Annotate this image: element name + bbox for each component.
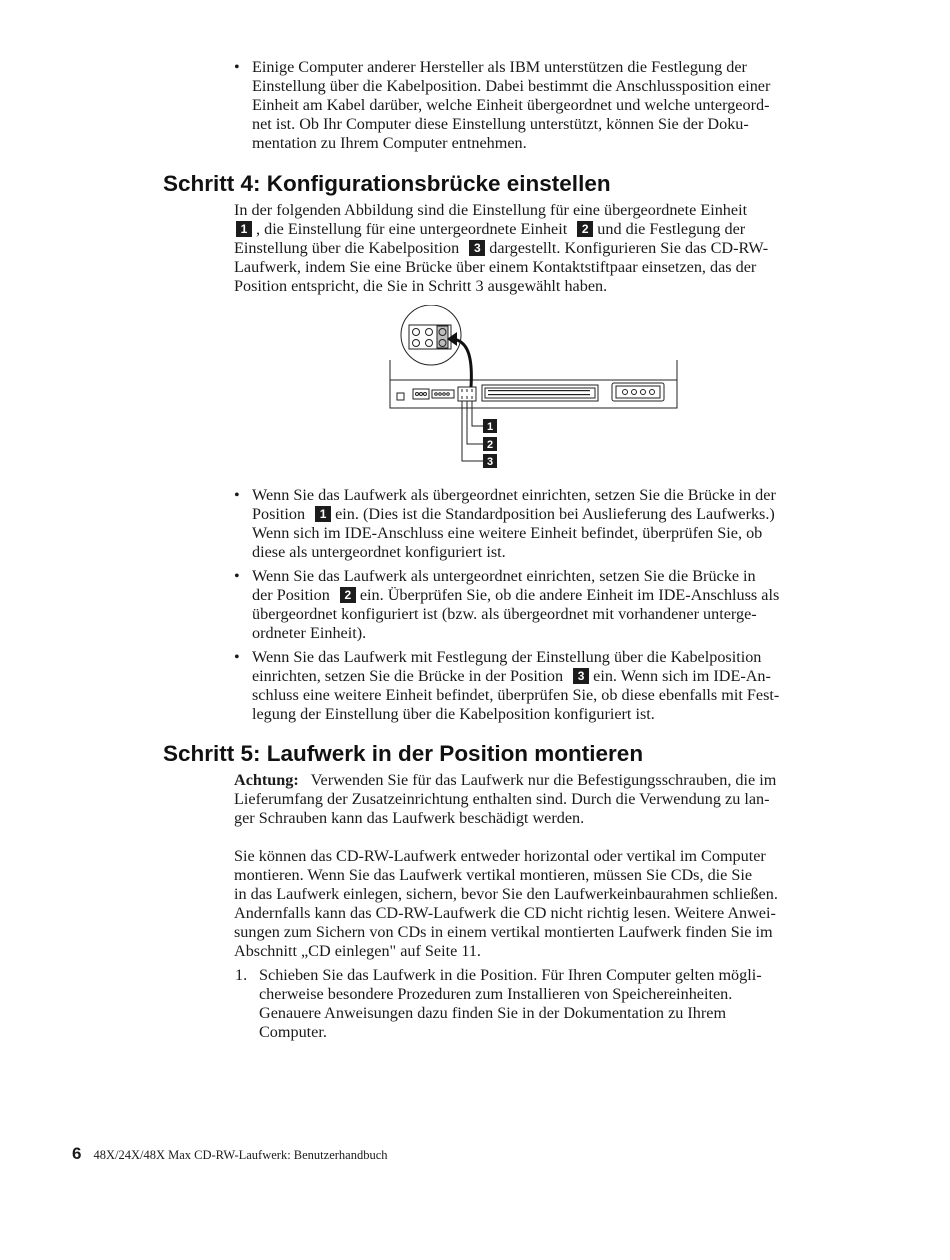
- step5-paragraph: [234, 847, 778, 961]
- badge-1: 1: [236, 221, 252, 237]
- text-line: [252, 586, 779, 605]
- bullet-marker: •: [234, 648, 240, 666]
- text-span: Position: [252, 505, 306, 523]
- badge-2: 2: [577, 221, 593, 237]
- text-span: dargestellt. Konfigurieren Sie das CD-RW-: [489, 239, 769, 257]
- step4-heading: Schritt 4: Konfigurationsbrücke einstellen: [163, 171, 611, 196]
- text-line: Sie können das CD-RW-Laufwerk entweder horizontal oder vertikal im Computer: [234, 847, 766, 865]
- text-span: ein. (Dies ist die Standardposition bei Auslieferung des Laufwerks.): [335, 505, 775, 523]
- step4-bullet-3: [252, 648, 779, 724]
- step5-heading: Schritt 5: Laufwerk in der Position montieren: [163, 741, 644, 766]
- text-line: Einheit am Kabel darüber, welche Einheit übergeordnet und welche untergeord-: [252, 96, 770, 114]
- text-line: Lieferumfang der Zusatzeinrichtung enthalten sind. Durch die Verwendung zu lan-: [234, 790, 770, 808]
- text-line: net ist. Ob Ihr Computer diese Einstellung unterstützt, können Sie der Doku-: [252, 115, 749, 133]
- footer-title: 48X/24X/48X Max CD-RW-Laufwerk: Benutzerhandbuch: [93, 1148, 388, 1162]
- badge-3: 3: [573, 668, 589, 684]
- text-line: übergeordnet konfiguriert ist (bzw. als übergeordnet mit vorhandener unterge-: [252, 605, 757, 623]
- text-span: Verwenden Sie für das Laufwerk nur die Befestigungsschrauben, die im: [310, 771, 777, 789]
- led-square: [397, 393, 404, 400]
- attention-label: Achtung:: [234, 771, 299, 789]
- text-line: mentation zu Ihrem Computer entnehmen.: [252, 134, 527, 152]
- svg-text:1: 1: [486, 421, 494, 433]
- top-bullet-text: [252, 58, 770, 153]
- text-line: Position entspricht, die Sie in Schritt 3 ausgewählt haben.: [234, 277, 608, 295]
- bullet-marker: •: [234, 567, 240, 585]
- text-line: montieren. Wenn Sie das Laufwerk vertikal montieren, müssen Sie CDs, die Sie: [234, 866, 753, 884]
- text-span: , die Einstellung für eine untergeordnete Einheit: [256, 220, 568, 238]
- bullet-marker: •: [234, 58, 240, 76]
- text-line: schluss eine weitere Einheit befindet, überprüfen Sie, ob diese ebenfalls mit Fest-: [252, 686, 780, 704]
- list-item: [259, 966, 762, 1042]
- list-number: 1.: [235, 966, 248, 984]
- bullet-marker: •: [234, 486, 240, 504]
- text-line: [252, 505, 776, 524]
- text-line: Laufwerk, indem Sie eine Brücke über einem Kontaktstiftpaar einsetzen, das der: [234, 258, 757, 276]
- text-line: ger Schrauben kann das Laufwerk beschädigt werden.: [234, 809, 585, 827]
- text-span: einrichten, setzen Sie die Brücke in der Position: [252, 667, 564, 685]
- step4-bullet-2: [252, 567, 779, 643]
- text-line: Einige Computer anderer Hersteller als IBM unterstützen die Festlegung der: [252, 58, 747, 76]
- drive-jumper-diagram: [385, 305, 685, 475]
- text-span: Einstellung über die Kabelposition: [234, 239, 460, 257]
- callout-badge-2: [483, 437, 497, 451]
- callout-badge-1: [483, 419, 497, 433]
- text-line: Schieben Sie das Laufwerk in die Position. Für Ihren Computer gelten mögli-: [259, 966, 762, 984]
- text-line: Andernfalls kann das CD-RW-Laufwerk die CD nicht richtig lesen. Weitere Anwei-: [234, 904, 776, 922]
- attention-note: [234, 771, 776, 828]
- ide-pins: [488, 390, 590, 395]
- text-line: Computer.: [259, 1023, 327, 1041]
- svg-text:3: 3: [486, 456, 494, 468]
- text-line: Abschnitt „CD einlegen" auf Seite 11.: [234, 942, 481, 960]
- callout-badge-3: [483, 454, 497, 468]
- step4-intro: [234, 201, 768, 296]
- text-line: In der folgenden Abbildung sind die Einstellung für eine übergeordnete Einheit: [234, 201, 748, 219]
- step4-bullet-1: [252, 486, 776, 562]
- text-line: Wenn sich im IDE-Anschluss eine weitere Einheit befindet, überprüfen Sie, ob: [252, 524, 763, 542]
- text-line: Wenn Sie das Laufwerk als übergeordnet einrichten, setzen Sie die Brücke in der: [252, 486, 776, 504]
- text-line: Wenn Sie das Laufwerk als untergeordnet einrichten, setzen Sie die Brücke in: [252, 567, 756, 585]
- badge-3: 3: [469, 240, 485, 256]
- text-line: in das Laufwerk einlegen, sichern, bevor Sie den Laufwerkeinbaurahmen schließen.: [234, 885, 778, 903]
- badge-2: 2: [340, 587, 356, 603]
- text-span: und die Festlegung der: [597, 220, 746, 238]
- text-span: der Position: [252, 586, 330, 604]
- text-span: ein. Überprüfen Sie, ob die andere Einheit im IDE-Anschluss als: [359, 586, 780, 604]
- text-line: Genauere Anweisungen dazu finden Sie in der Dokumentation zu Ihrem: [259, 1004, 727, 1022]
- text-line: [234, 771, 776, 790]
- magnifier: [401, 305, 461, 365]
- text-line: legung der Einstellung über die Kabelposition konfiguriert ist.: [252, 705, 655, 723]
- text-line: sungen zum Sichern von CDs in einem vertikal montierten Laufwerk finden Sie im: [234, 923, 773, 941]
- text-line: [234, 239, 768, 258]
- text-line: ordneter Einheit).: [252, 624, 367, 642]
- page-number: 6: [72, 1144, 82, 1163]
- text-line: Wenn Sie das Laufwerk mit Festlegung der Einstellung über die Kabelposition: [252, 648, 762, 666]
- leader-lines: [462, 401, 483, 461]
- ide-connector: [482, 385, 598, 401]
- text-line: [252, 667, 779, 686]
- badge-1: 1: [315, 506, 331, 522]
- text-span: ein. Wenn sich im IDE-An-: [593, 667, 771, 685]
- text-line: [234, 220, 768, 239]
- text-line: Einstellung über die Kabelposition. Dabei bestimmt die Anschlussposition einer: [252, 77, 771, 95]
- page-footer: [72, 1144, 388, 1164]
- text-line: cherweise besondere Prozeduren zum Installieren von Speichereinheiten.: [259, 985, 733, 1003]
- text-line: diese als untergeordnet konfiguriert ist.: [252, 543, 506, 561]
- svg-text:2: 2: [486, 439, 494, 451]
